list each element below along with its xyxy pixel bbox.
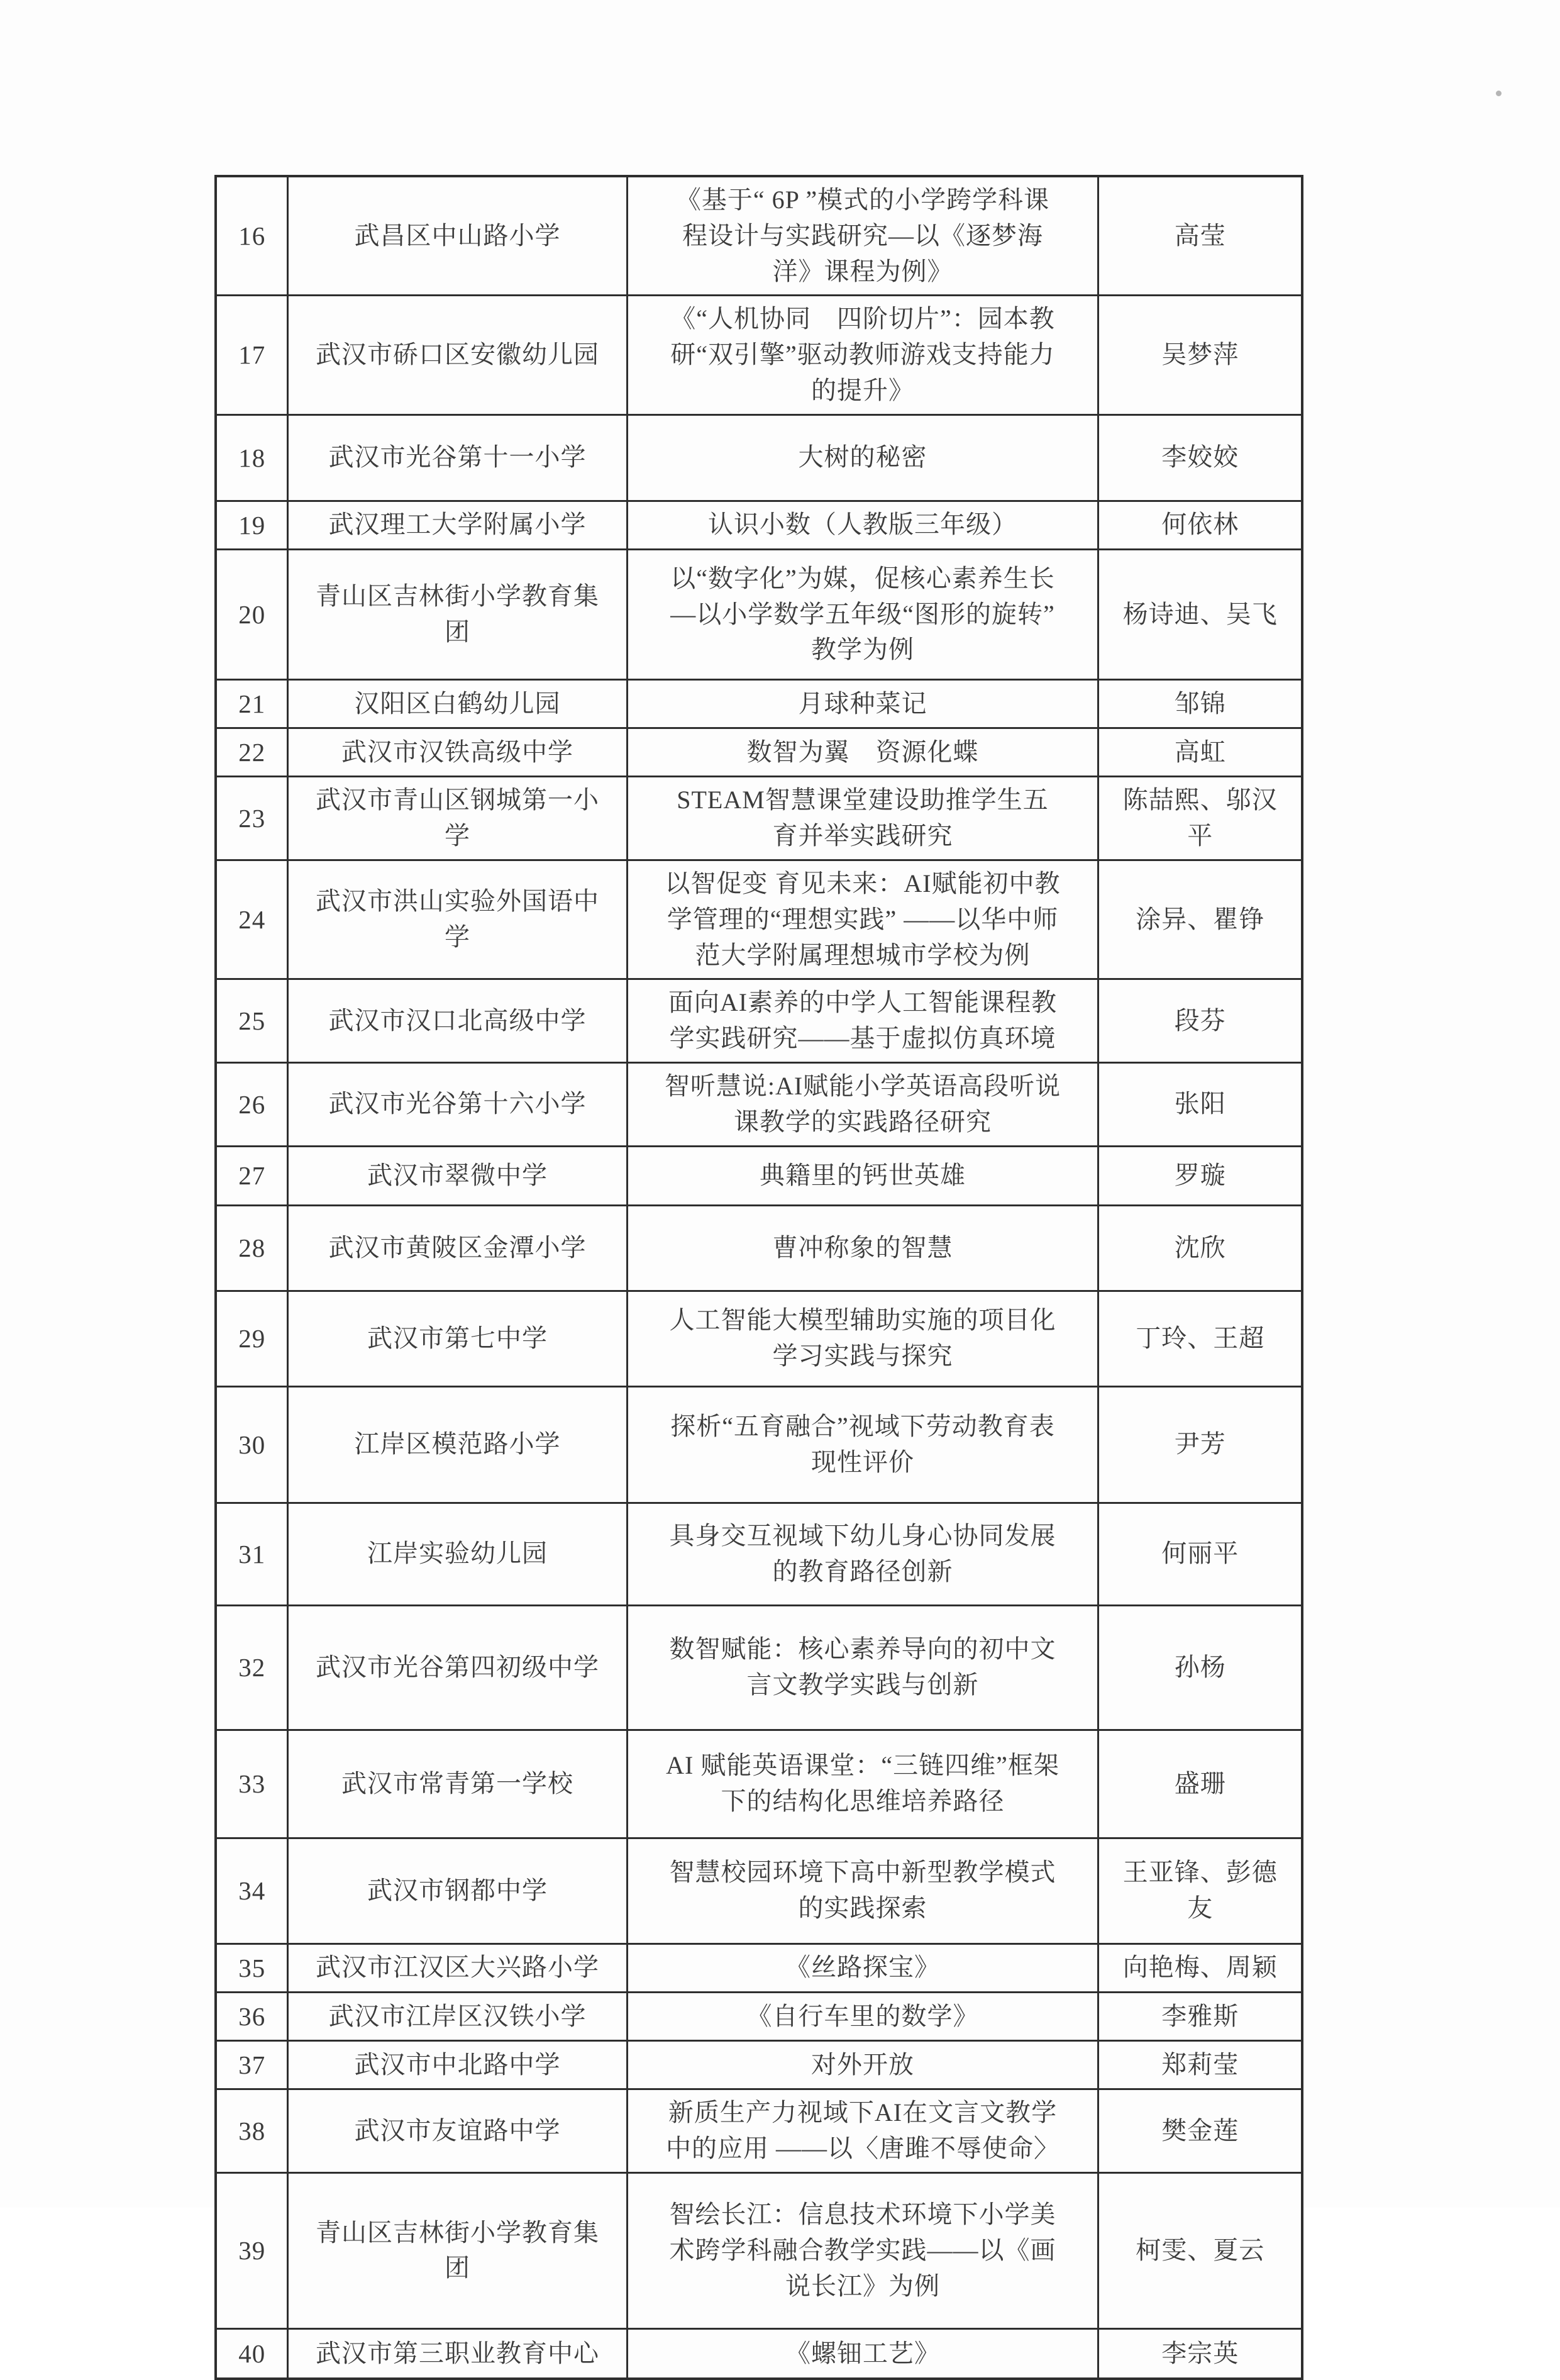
project-title-cell: 大树的秘密 (627, 414, 1098, 501)
teacher-names-cell: 樊金莲 (1098, 2089, 1302, 2173)
table-row (216, 2328, 1302, 2379)
table-row (216, 1605, 1302, 1730)
teacher-names-cell: 李姣姣 (1098, 414, 1302, 501)
row-number-cell: 30 (216, 1386, 288, 1503)
teacher-names-cell: 王亚锋、彭德友 (1098, 1838, 1302, 1943)
teacher-names-cell: 孙杨 (1098, 1605, 1302, 1730)
table-row (216, 680, 1302, 728)
school-name-cell: 武汉市第三职业教育中心 (288, 2328, 627, 2379)
table-row (216, 1063, 1302, 1147)
row-number-cell: 28 (216, 1205, 288, 1291)
project-title-cell: 对外开放 (627, 2041, 1098, 2089)
table-row (216, 860, 1302, 979)
row-number-cell: 24 (216, 860, 288, 979)
teacher-names-cell: 张阳 (1098, 1063, 1302, 1147)
table-row (216, 1503, 1302, 1605)
row-number-cell: 36 (216, 1992, 288, 2040)
teacher-names-cell: 高虹 (1098, 728, 1302, 777)
school-name-cell: 武汉理工大学附属小学 (288, 501, 627, 549)
school-name-cell: 武汉市常青第一学校 (288, 1730, 627, 1838)
school-name-cell: 武汉市友谊路中学 (288, 2089, 627, 2173)
teacher-names-cell: 吴梦萍 (1098, 296, 1302, 414)
table-row (216, 501, 1302, 549)
school-name-cell: 江岸区模范路小学 (288, 1386, 627, 1503)
row-number-cell: 32 (216, 1605, 288, 1730)
school-name-cell: 武汉市江汉区大兴路小学 (288, 1943, 627, 1992)
table-row (216, 176, 1302, 296)
teacher-names-cell: 丁玲、王超 (1098, 1291, 1302, 1386)
row-number-cell: 25 (216, 979, 288, 1063)
table-row (216, 2041, 1302, 2089)
row-number-cell: 16 (216, 176, 288, 296)
project-title-cell: 新质生产力视域下AI在文言文教学中的应用 ——以〈唐雎不辱使命〉 (627, 2089, 1098, 2173)
table-row (216, 550, 1302, 680)
table-row (216, 2172, 1302, 2328)
project-title-cell: 数智为翼 资源化蝶 (627, 728, 1098, 777)
award-list-table (214, 175, 1303, 2380)
school-name-cell: 武汉市光谷第十一小学 (288, 414, 627, 501)
school-name-cell: 青山区吉林街小学教育集团 (288, 550, 627, 680)
teacher-names-cell: 沈欣 (1098, 1205, 1302, 1291)
table-row (216, 728, 1302, 777)
teacher-names-cell: 尹芳 (1098, 1386, 1302, 1503)
project-title-cell: 以“数字化”为媒，促核心素养生长 —以小学数学五年级“图形的旋转”教学为例 (627, 550, 1098, 680)
teacher-names-cell: 罗璇 (1098, 1146, 1302, 1205)
table-row (216, 979, 1302, 1063)
school-name-cell: 江岸实验幼儿园 (288, 1503, 627, 1605)
teacher-names-cell: 涂异、瞿铮 (1098, 860, 1302, 979)
teacher-names-cell: 郑莉莹 (1098, 2041, 1302, 2089)
table-body (216, 176, 1302, 2379)
table-row (216, 1992, 1302, 2040)
row-number-cell: 21 (216, 680, 288, 728)
row-number-cell: 39 (216, 2172, 288, 2328)
project-title-cell: 《基于“ 6P ”模式的小学跨学科课程设计与实践研究—以《逐梦海洋》课程为例》 (627, 176, 1098, 296)
row-number-cell: 35 (216, 1943, 288, 1992)
table-row (216, 414, 1302, 501)
project-title-cell: 智听慧说:AI赋能小学英语高段听说课教学的实践路径研究 (627, 1063, 1098, 1147)
row-number-cell: 40 (216, 2328, 288, 2379)
row-number-cell: 37 (216, 2041, 288, 2089)
school-name-cell: 武汉市汉口北高级中学 (288, 979, 627, 1063)
project-title-cell: 具身交互视域下幼儿身心协同发展的教育路径创新 (627, 1503, 1098, 1605)
teacher-names-cell: 李宗英 (1098, 2328, 1302, 2379)
school-name-cell: 武汉市硚口区安徽幼儿园 (288, 296, 627, 414)
row-number-cell: 31 (216, 1503, 288, 1605)
teacher-names-cell: 盛珊 (1098, 1730, 1302, 1838)
table-row (216, 1943, 1302, 1992)
teacher-names-cell: 向艳梅、周颖 (1098, 1943, 1302, 1992)
project-title-cell: 典籍里的钙世英雄 (627, 1146, 1098, 1205)
scan-artifact-dot (1496, 91, 1502, 96)
project-title-cell: 以智促变 育见未来：AI赋能初中教学管理的“理想实践” ——以华中师范大学附属理想城市学校为例 (627, 860, 1098, 979)
school-name-cell: 武汉市第七中学 (288, 1291, 627, 1386)
school-name-cell: 武汉市黄陂区金潭小学 (288, 1205, 627, 1291)
table-row (216, 1146, 1302, 1205)
table-row (216, 296, 1302, 414)
table-row (216, 1386, 1302, 1503)
school-name-cell: 武汉市光谷第十六小学 (288, 1063, 627, 1147)
row-number-cell: 34 (216, 1838, 288, 1943)
table-row (216, 2089, 1302, 2173)
project-title-cell: STEAM智慧课堂建设助推学生五育并举实践研究 (627, 777, 1098, 860)
teacher-names-cell: 高莹 (1098, 176, 1302, 296)
school-name-cell: 武汉市汉铁高级中学 (288, 728, 627, 777)
project-title-cell: 《螺钿工艺》 (627, 2328, 1098, 2379)
project-title-cell: 智绘长江：信息技术环境下小学美术跨学科融合教学实践——以《画说长江》为例 (627, 2172, 1098, 2328)
table-row (216, 1291, 1302, 1386)
row-number-cell: 23 (216, 777, 288, 860)
school-name-cell: 青山区吉林街小学教育集团 (288, 2172, 627, 2328)
row-number-cell: 20 (216, 550, 288, 680)
project-title-cell: 面向AI素养的中学人工智能课程教学实践研究——基于虚拟仿真环境 (627, 979, 1098, 1063)
school-name-cell: 武昌区中山路小学 (288, 176, 627, 296)
project-title-cell: AI 赋能英语课堂：“三链四维”框架下的结构化思维培养路径 (627, 1730, 1098, 1838)
school-name-cell: 武汉市光谷第四初级中学 (288, 1605, 627, 1730)
table-row (216, 1205, 1302, 1291)
project-title-cell: 《自行车里的数学》 (627, 1992, 1098, 2040)
teacher-names-cell: 李雅斯 (1098, 1992, 1302, 2040)
school-name-cell: 武汉市江岸区汉铁小学 (288, 1992, 627, 2040)
teacher-names-cell: 何丽平 (1098, 1503, 1302, 1605)
table-row (216, 1730, 1302, 1838)
row-number-cell: 18 (216, 414, 288, 501)
school-name-cell: 武汉市中北路中学 (288, 2041, 627, 2089)
school-name-cell: 武汉市翠微中学 (288, 1146, 627, 1205)
project-title-cell: 智慧校园环境下高中新型教学模式的实践探索 (627, 1838, 1098, 1943)
school-name-cell: 武汉市青山区钢城第一小学 (288, 777, 627, 860)
row-number-cell: 27 (216, 1146, 288, 1205)
row-number-cell: 33 (216, 1730, 288, 1838)
project-title-cell: 月球种菜记 (627, 680, 1098, 728)
row-number-cell: 22 (216, 728, 288, 777)
project-title-cell: 曹冲称象的智慧 (627, 1205, 1098, 1291)
teacher-names-cell: 陈喆熙、邬汉平 (1098, 777, 1302, 860)
project-title-cell: 探析“五育融合”视域下劳动教育表现性评价 (627, 1386, 1098, 1503)
teacher-names-cell: 段芬 (1098, 979, 1302, 1063)
project-title-cell: 数智赋能：核心素养导向的初中文言文教学实践与创新 (627, 1605, 1098, 1730)
school-name-cell: 武汉市钢都中学 (288, 1838, 627, 1943)
teacher-names-cell: 何依林 (1098, 501, 1302, 549)
table-row (216, 1838, 1302, 1943)
teacher-names-cell: 邹锦 (1098, 680, 1302, 728)
school-name-cell: 汉阳区白鹤幼儿园 (288, 680, 627, 728)
row-number-cell: 17 (216, 296, 288, 414)
teacher-names-cell: 柯雯、夏云 (1098, 2172, 1302, 2328)
school-name-cell: 武汉市洪山实验外国语中学 (288, 860, 627, 979)
project-title-cell: 认识小数（人教版三年级） (627, 501, 1098, 549)
project-title-cell: 《“人机协同 四阶切片”：园本教研“双引擎”驱动教师游戏支持能力的提升》 (627, 296, 1098, 414)
row-number-cell: 38 (216, 2089, 288, 2173)
project-title-cell: 《丝路探宝》 (627, 1943, 1098, 1992)
teacher-names-cell: 杨诗迪、吴飞 (1098, 550, 1302, 680)
row-number-cell: 29 (216, 1291, 288, 1386)
project-title-cell: 人工智能大模型辅助实施的项目化学习实践与探究 (627, 1291, 1098, 1386)
table-row (216, 777, 1302, 860)
row-number-cell: 19 (216, 501, 288, 549)
row-number-cell: 26 (216, 1063, 288, 1147)
